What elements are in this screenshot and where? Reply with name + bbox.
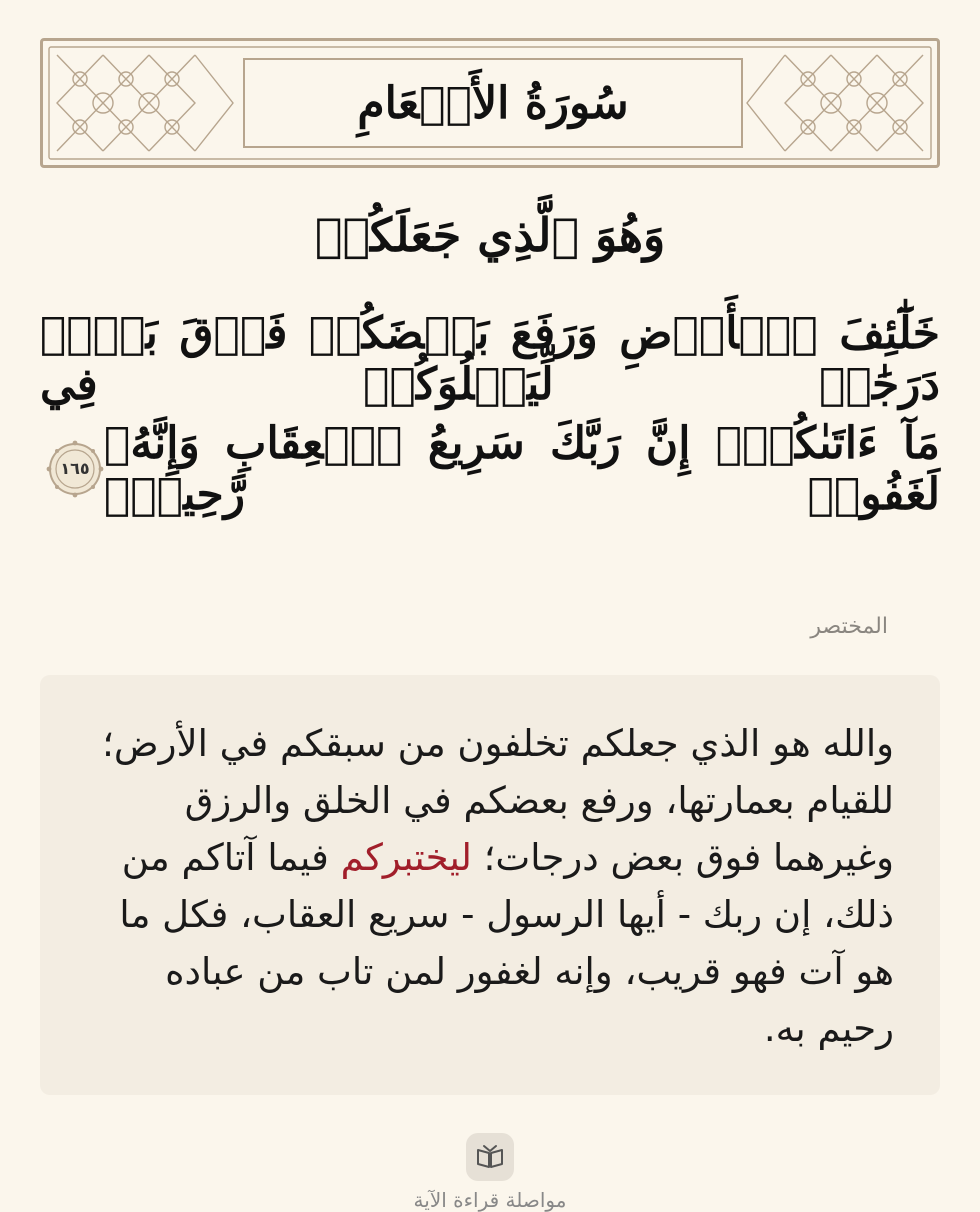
- tafsir-text-part-2: فيما آتاكم من ذلك، إن ربك - أيها الرسول - سريع العقاب، فكل ما هو آت فهو قريب، وإنه لغفور لمن تاب من عباده رحيم به.: [119, 836, 894, 1050]
- surah-header-frame: [40, 38, 940, 168]
- surah-title-cartouche: [243, 58, 743, 148]
- ayah-line-2: خَلَٰٓئِفَ ٱلۡأَرۡضِ وَرَفَعَ بَعۡضَكُمۡ فَوۡقَ بَعۡضٖ دَرَجَٰتٖ لِّيَبۡلُوَكُمۡ فِي: [40, 308, 940, 410]
- continue-reading-label[interactable]: مواصلة قراءة الآية: [413, 1188, 567, 1212]
- ayah-number: ١٦٥: [60, 459, 90, 478]
- ayah-number-marker: [46, 440, 104, 498]
- tafsir-source-label[interactable]: المختصر: [810, 614, 888, 639]
- continue-reading-button[interactable]: [466, 1133, 514, 1181]
- tafsir-card: [40, 675, 940, 1095]
- tafsir-text: [86, 715, 894, 1057]
- quran-book-icon: [475, 1142, 505, 1172]
- ayah-line-3-text: مَآ ءَاتَىٰكُمۡۗ إِنَّ رَبَّكَ سَرِيعُ ٱلۡعِقَابِ وَإِنَّهُۥ لَغَفُورٞ رَّحِيمُۢ: [104, 418, 940, 520]
- ayah-line-1: وَهُوَ ٱلَّذِي جَعَلَكُمۡ: [314, 208, 666, 262]
- tafsir-highlight-word: ليختبركم: [340, 836, 472, 879]
- tafsir-text-part-1: والله هو الذي جعلكم تخلفون من سبقكم في الأرض؛ للقيام بعمارتها، ورفع بعضكم في الخلق والرزق وغيرهما فوق بعض درجات؛: [102, 722, 894, 879]
- surah-title: سُورَةُ الأَنۡعَامِ: [357, 77, 629, 129]
- ayah-line-3: [40, 418, 940, 520]
